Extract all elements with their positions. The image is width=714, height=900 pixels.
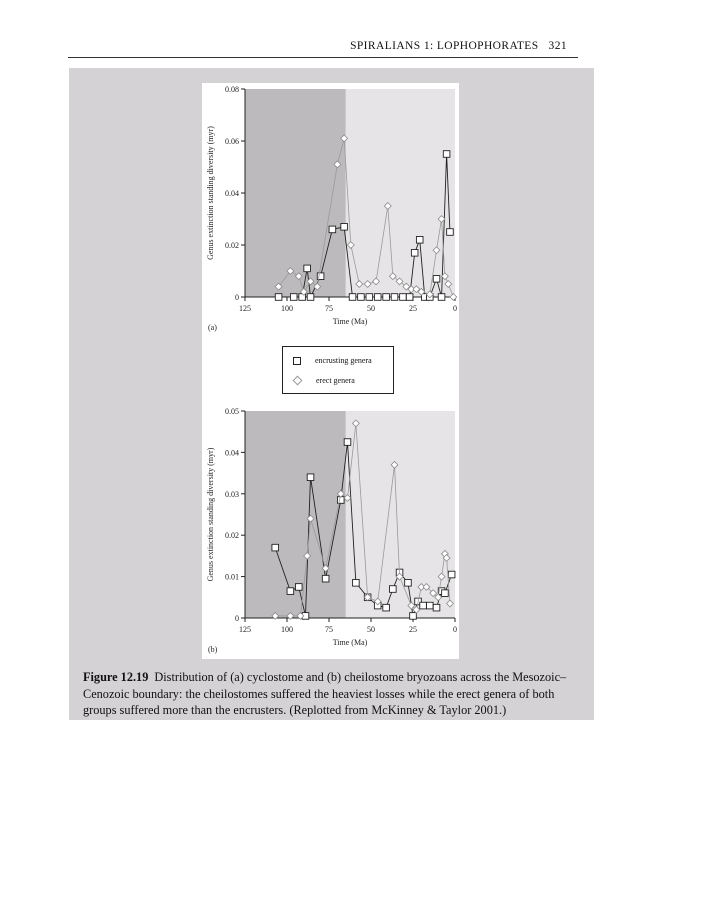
x-tick-label: 75 (325, 304, 333, 313)
encrusting-data-point (427, 602, 434, 609)
y-tick-label: 0.08 (225, 85, 239, 94)
running-title: SPIRALIANS 1: LOPHOPHORATES (350, 40, 539, 52)
y-axis-label: Genus extinction standing diversity (myr) (206, 447, 215, 582)
caption-label: Figure 12.19 (83, 670, 149, 684)
x-tick-label: 75 (325, 625, 333, 634)
encrusting-data-point (383, 604, 390, 611)
y-tick-label: 0.05 (225, 407, 239, 416)
diamond-marker-icon (293, 376, 303, 386)
encrusting-data-point (448, 571, 455, 578)
encrusting-data-point (353, 580, 360, 587)
y-tick-label: 0.04 (225, 189, 239, 198)
y-tick-label: 0.02 (225, 531, 239, 541)
y-tick-label: 0.06 (225, 137, 239, 146)
y-tick-label: 0.02 (225, 241, 239, 250)
figure-caption (83, 669, 583, 719)
x-tick-label: 25 (409, 625, 417, 634)
square-marker-icon (293, 357, 301, 365)
page-number: 321 (548, 40, 567, 52)
panel-label: (b) (208, 645, 218, 654)
caption-text: Distribution of (a) cyclostome and (b) cheilostome bryozoans across the Mesozoic–Cenozoic boundary: the cheilostomes suffered the heaviest losses while the erect genera of both groups suffered more than the encrusters. (Replotted from McKinney & Taylor 2001.) (83, 670, 567, 717)
encrusting-data-point (442, 590, 449, 597)
legend (282, 346, 394, 394)
x-tick-label: 50 (367, 625, 375, 634)
x-tick-label: 0 (453, 625, 457, 634)
x-tick-label: 100 (281, 625, 293, 634)
x-axis-label: Time (Ma) (332, 317, 368, 326)
encrusting-data-point (344, 439, 351, 446)
y-tick-label: 0.03 (225, 489, 239, 499)
encrusting-data-point (295, 584, 302, 591)
encrusting-data-point (390, 586, 397, 593)
x-tick-label: 50 (367, 304, 375, 313)
legend-item-erect (293, 376, 355, 385)
x-tick-label: 25 (409, 304, 417, 313)
encrusting-data-point (420, 602, 427, 609)
panel-label: (a) (208, 323, 217, 332)
encrusting-data-point (287, 588, 294, 595)
encrusting-data-point (410, 613, 417, 620)
x-tick-label: 125 (239, 304, 251, 313)
encrusting-data-point (405, 580, 412, 587)
y-axis-label: Genus extinction standing diversity (myr) (206, 126, 215, 260)
x-tick-label: 125 (239, 625, 251, 634)
x-tick-label: 0 (453, 304, 457, 313)
encrusting-data-point (307, 474, 314, 481)
encrusting-data-point (322, 575, 329, 582)
y-tick-label: 0.01 (225, 572, 239, 582)
legend-item-encrusting (293, 356, 372, 365)
legend-label-erect: erect genera (316, 376, 355, 385)
y-tick-label: 0 (235, 614, 239, 623)
encrusting-data-point (433, 604, 440, 611)
x-axis-label: Time (Ma) (332, 638, 368, 647)
encrusting-data-point (272, 544, 279, 551)
y-tick-label: 0 (235, 293, 239, 302)
x-tick-label: 100 (281, 304, 293, 313)
legend-label-encrusting: encrusting genera (315, 356, 372, 365)
y-tick-label: 0.04 (225, 448, 239, 458)
